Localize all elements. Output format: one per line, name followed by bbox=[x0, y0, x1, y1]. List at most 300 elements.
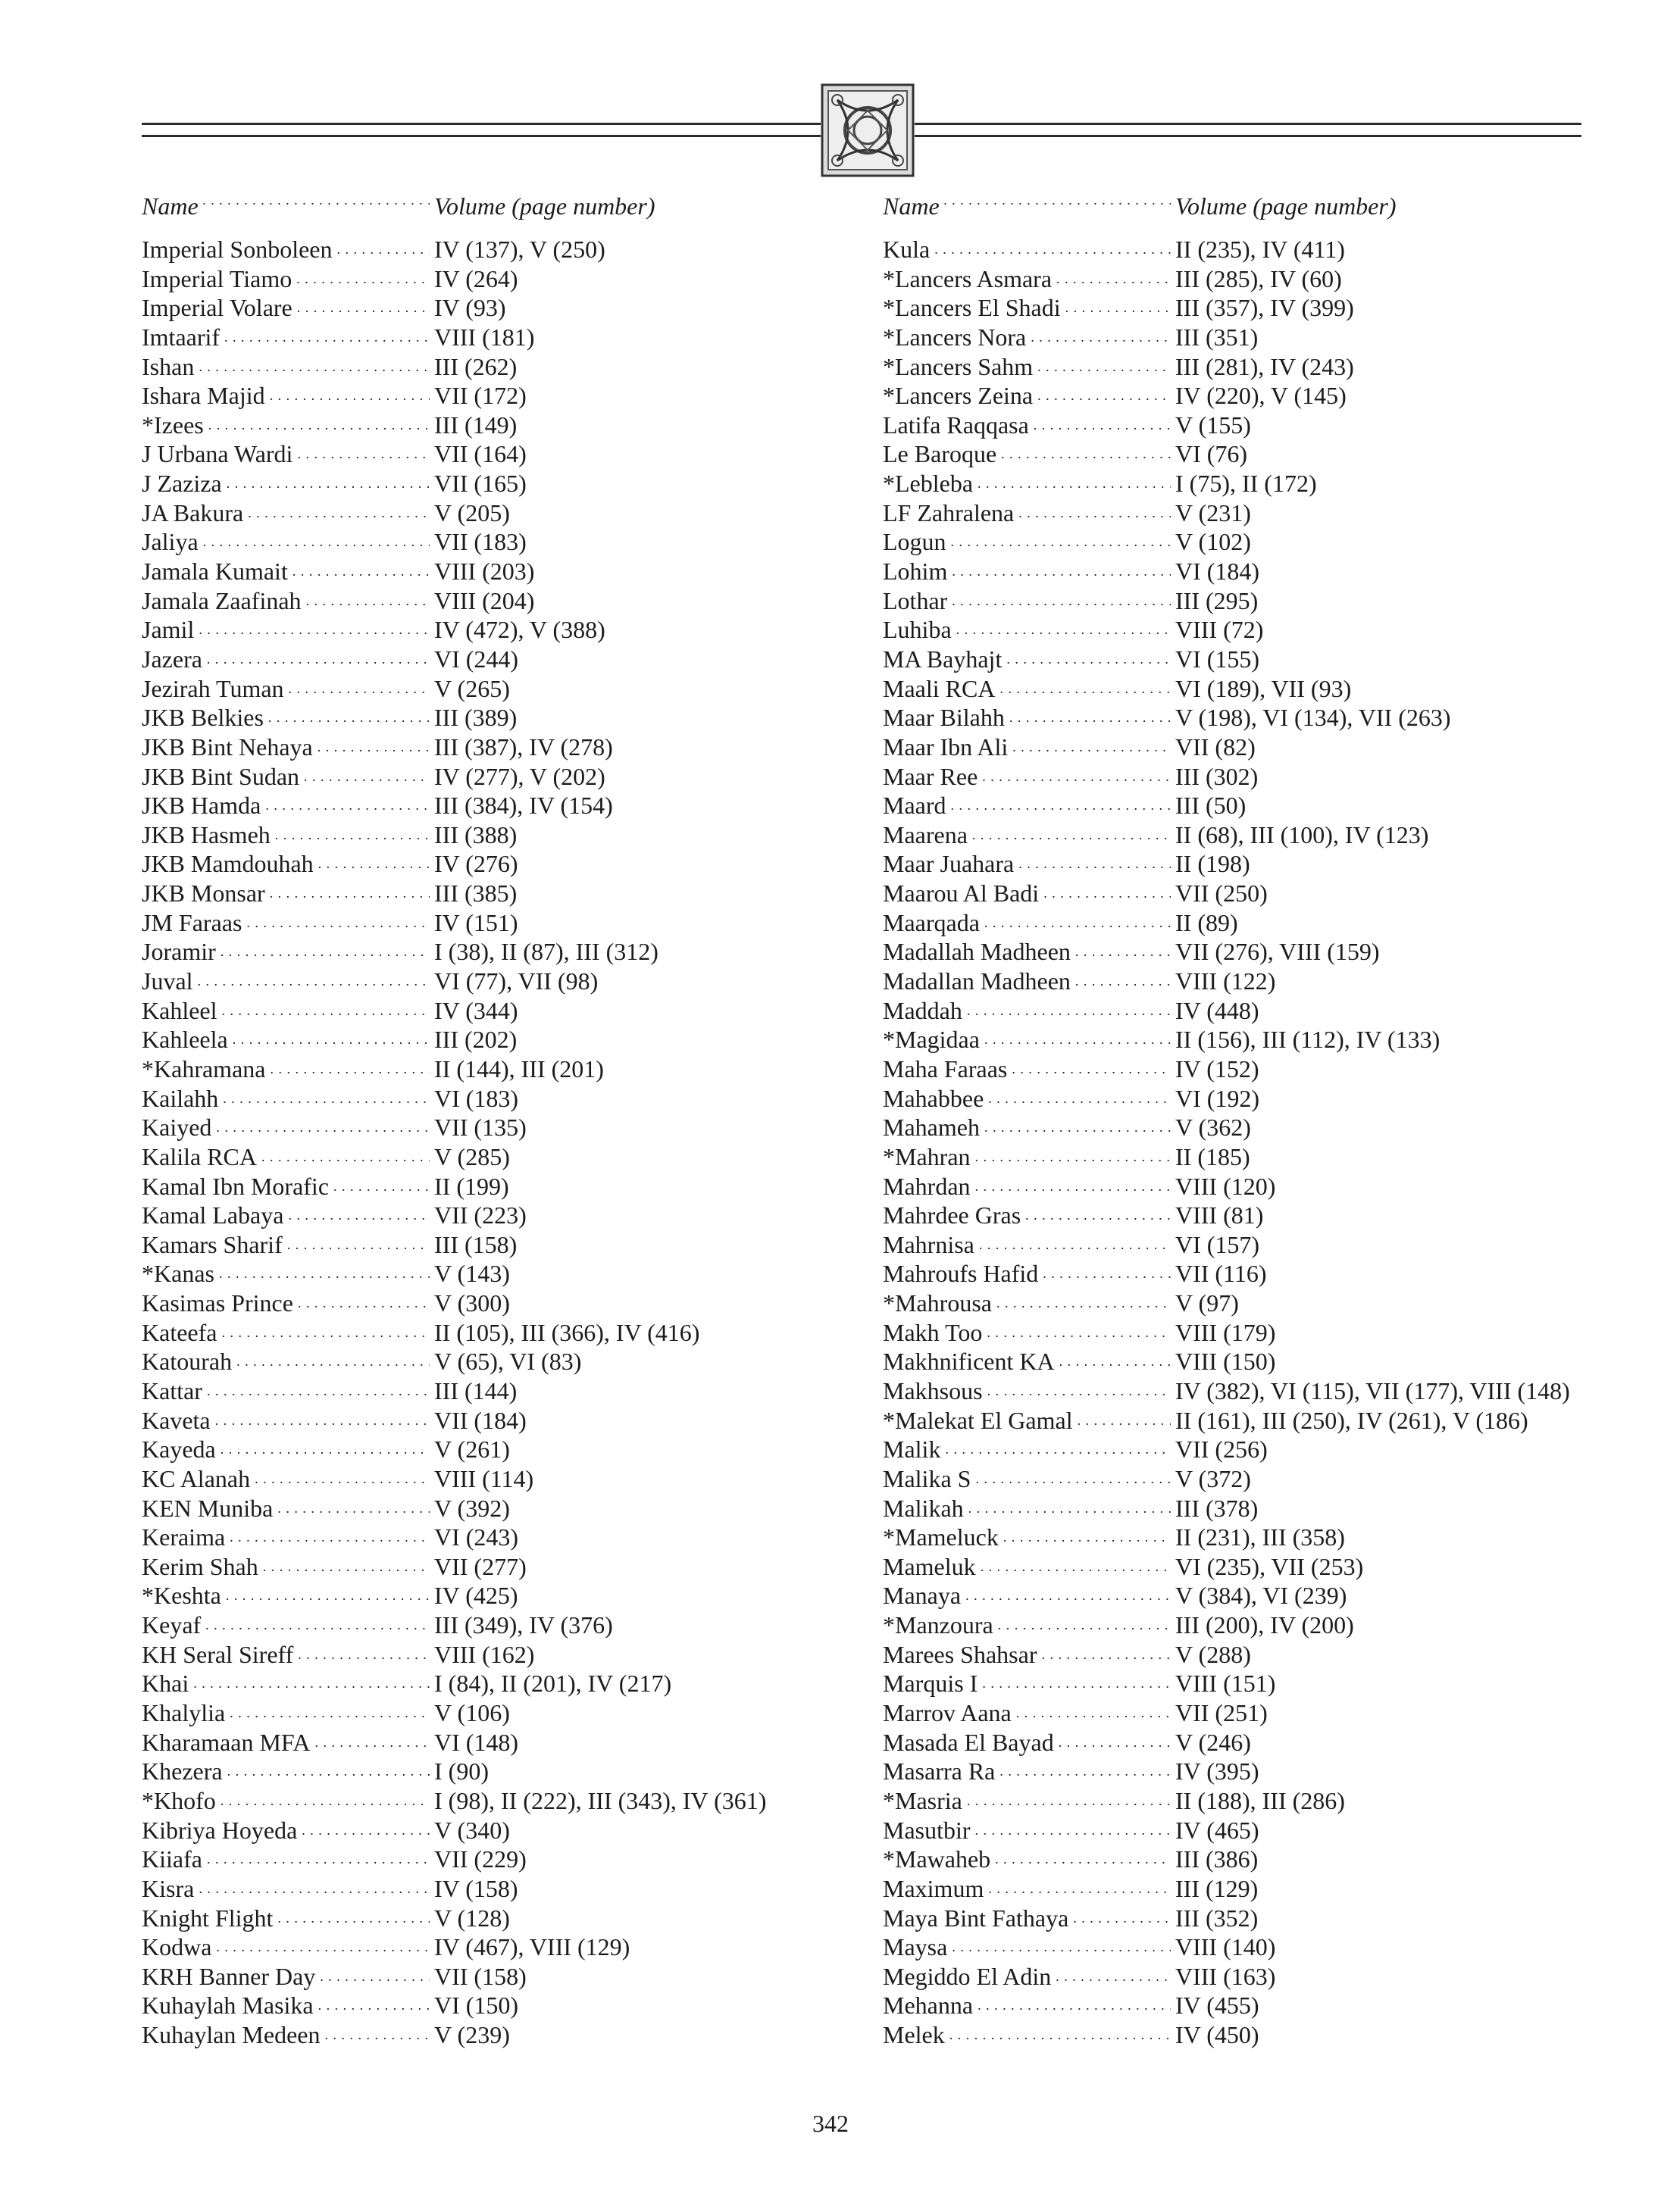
entry-name: Khalylia bbox=[142, 1699, 226, 1727]
dot-leader bbox=[973, 1991, 1171, 2020]
dot-leader bbox=[1021, 1201, 1171, 1230]
index-entry bbox=[883, 1611, 1595, 1640]
dot-leader bbox=[947, 557, 1171, 586]
dot-leader bbox=[223, 1757, 430, 1786]
entry-name: Latifa Raqqasa bbox=[883, 411, 1029, 439]
index-entry bbox=[142, 1669, 809, 1698]
entry-volumes: V (384), VI (239) bbox=[1175, 1582, 1347, 1610]
header-rule-left-bottom bbox=[142, 135, 821, 137]
entry-name: *Lebleba bbox=[883, 470, 974, 498]
entry-volumes: VI (244) bbox=[434, 645, 519, 673]
dot-leader bbox=[1033, 381, 1171, 411]
entry-volumes: V (261) bbox=[434, 1436, 510, 1464]
entry-volumes: II (188), III (286) bbox=[1175, 1786, 1345, 1814]
dot-leader bbox=[1012, 1698, 1171, 1728]
index-entry bbox=[883, 1347, 1595, 1376]
entry-volumes: III (389) bbox=[434, 704, 518, 732]
index-entry bbox=[883, 1786, 1595, 1816]
dot-leader bbox=[1014, 498, 1171, 528]
entry-volumes: IV (467), VIII (129) bbox=[434, 1933, 630, 1961]
entry-volumes: IV (158) bbox=[434, 1874, 518, 1902]
entry-name: Melek bbox=[883, 2021, 945, 2049]
dot-leader bbox=[980, 1025, 1171, 1054]
entry-name: Kattar bbox=[142, 1376, 202, 1404]
entry-name: JKB Mamdouhah bbox=[142, 850, 314, 878]
index-entry bbox=[142, 586, 809, 616]
dot-leader bbox=[1055, 1347, 1171, 1376]
entry-volumes: VII (164) bbox=[434, 440, 527, 468]
entry-volumes: III (352) bbox=[1175, 1904, 1259, 1932]
index-entry bbox=[883, 1523, 1595, 1552]
dot-leader bbox=[216, 937, 430, 967]
dot-leader bbox=[273, 1904, 430, 1933]
entry-name: Juval bbox=[142, 967, 193, 995]
entry-name: Maali RCA bbox=[883, 674, 996, 702]
entry-name: Jazera bbox=[142, 645, 202, 673]
entry-volumes: III (302) bbox=[1175, 762, 1259, 790]
entry-volumes: II (105), III (366), IV (416) bbox=[434, 1318, 700, 1346]
entry-name: Ishan bbox=[142, 352, 195, 380]
dot-leader bbox=[250, 1464, 430, 1494]
index-entry bbox=[883, 1318, 1595, 1348]
entry-name: LF Zahralena bbox=[883, 498, 1015, 526]
entry-name: Maar Juahara bbox=[883, 850, 1015, 878]
entry-name: Imtaarif bbox=[142, 323, 221, 351]
index-entry bbox=[883, 439, 1595, 469]
entry-volumes: V (198), VI (134), VII (263) bbox=[1175, 704, 1451, 732]
dot-leader bbox=[225, 1523, 430, 1552]
index-entry bbox=[883, 235, 1595, 264]
dot-leader bbox=[946, 527, 1171, 557]
index-entry bbox=[142, 323, 809, 352]
index-entry bbox=[142, 1552, 809, 1582]
dot-leader bbox=[292, 264, 430, 294]
dot-leader bbox=[217, 996, 430, 1026]
dot-leader bbox=[973, 469, 1171, 498]
entry-name: JA Bakura bbox=[142, 498, 244, 526]
entry-name: Jamil bbox=[142, 616, 195, 644]
entry-volumes: III (281), IV (243) bbox=[1175, 352, 1354, 380]
index-entry bbox=[883, 996, 1595, 1026]
entry-name: Kaiyed bbox=[142, 1114, 212, 1142]
index-entry bbox=[883, 2020, 1595, 2050]
entry-volumes: II (89) bbox=[1175, 908, 1238, 936]
entry-volumes: VI (184) bbox=[1175, 558, 1260, 586]
entry-name: Imperial Tiamo bbox=[142, 264, 292, 292]
dot-leader bbox=[984, 1084, 1171, 1114]
entry-name: Maard bbox=[883, 792, 946, 820]
entry-name: Makhsous bbox=[883, 1376, 983, 1404]
index-entry bbox=[142, 498, 809, 528]
entry-name: Makh Too bbox=[883, 1318, 983, 1346]
dot-leader bbox=[211, 1932, 430, 1962]
dot-leader bbox=[971, 1816, 1171, 1845]
dot-leader bbox=[261, 791, 430, 820]
entry-volumes: VI (235), VII (253) bbox=[1175, 1552, 1364, 1580]
entry-volumes: IV (152) bbox=[1175, 1054, 1259, 1083]
dot-leader bbox=[962, 996, 1171, 1026]
dot-leader bbox=[1007, 1054, 1171, 1084]
entry-volumes: II (185) bbox=[1175, 1142, 1250, 1170]
entry-volumes: III (285), IV (60) bbox=[1175, 264, 1342, 292]
entry-name: Katourah bbox=[142, 1348, 233, 1376]
index-entry bbox=[883, 1142, 1595, 1172]
index-entry bbox=[142, 1728, 809, 1757]
entry-name: *Kahramana bbox=[142, 1054, 266, 1083]
entry-volumes: VIII (122) bbox=[1175, 967, 1276, 995]
entry-volumes: VI (77), VII (98) bbox=[434, 967, 599, 995]
dot-leader bbox=[271, 820, 430, 850]
entry-volumes: V (265) bbox=[434, 674, 510, 702]
dot-leader bbox=[930, 235, 1171, 264]
entry-name: Maysa bbox=[883, 1933, 948, 1961]
entry-volumes: IV (220), V (145) bbox=[1175, 382, 1347, 410]
dot-leader bbox=[258, 1552, 430, 1582]
entry-volumes: IV (277), V (202) bbox=[434, 762, 605, 790]
column-header bbox=[142, 192, 809, 224]
entry-name: Madallah Madheen bbox=[883, 938, 1071, 966]
dot-leader bbox=[216, 1435, 430, 1464]
index-entry bbox=[883, 1289, 1595, 1318]
dot-leader bbox=[199, 527, 430, 557]
index-entry bbox=[142, 1757, 809, 1786]
entry-volumes: VI (157) bbox=[1175, 1230, 1260, 1258]
dot-leader bbox=[964, 1494, 1171, 1523]
entry-volumes: I (75), II (172) bbox=[1175, 470, 1317, 498]
dot-leader bbox=[999, 1523, 1171, 1552]
index-entry bbox=[142, 1494, 809, 1523]
entry-name: Masutbir bbox=[883, 1816, 971, 1844]
entry-name: JM Faraas bbox=[142, 908, 242, 936]
entry-volumes: VIII (151) bbox=[1175, 1670, 1276, 1698]
entry-name: JKB Belkies bbox=[142, 704, 264, 732]
entry-volumes: VII (183) bbox=[434, 528, 527, 556]
entry-volumes: III (202) bbox=[434, 1026, 518, 1054]
entry-name: Knight Flight bbox=[142, 1904, 274, 1932]
dot-leader bbox=[992, 1289, 1171, 1318]
entry-name: Mameluk bbox=[883, 1552, 976, 1580]
dot-leader bbox=[217, 1318, 430, 1348]
dot-leader bbox=[1029, 411, 1171, 440]
entry-name: Malik bbox=[883, 1436, 941, 1464]
dot-leader bbox=[265, 1054, 430, 1084]
entry-name: Kiiafa bbox=[142, 1845, 202, 1873]
index-entry bbox=[883, 791, 1595, 820]
celtic-knot-icon bbox=[821, 83, 915, 177]
entry-name: Mahrdan bbox=[883, 1172, 971, 1200]
dot-leader bbox=[995, 1757, 1171, 1786]
entry-volumes: IV (137), V (250) bbox=[434, 236, 605, 263]
entry-name: Maarena bbox=[883, 820, 968, 848]
dot-leader bbox=[971, 1142, 1171, 1172]
dot-leader bbox=[947, 586, 1171, 616]
dot-leader bbox=[302, 586, 430, 616]
index-entry bbox=[883, 703, 1595, 733]
index-entry bbox=[883, 1962, 1595, 1992]
index-entry bbox=[142, 849, 809, 879]
index-column-right bbox=[883, 192, 1595, 2050]
entry-volumes: V (340) bbox=[434, 1816, 510, 1844]
entry-name: Kuhaylah Masika bbox=[142, 1992, 314, 2020]
entry-name: Marquis I bbox=[883, 1670, 978, 1698]
entry-volumes: V (231) bbox=[1175, 498, 1251, 526]
entry-name: J Urbana Wardi bbox=[142, 440, 293, 468]
index-entry bbox=[142, 1376, 809, 1406]
entry-name: JKB Monsar bbox=[142, 879, 265, 908]
index-column-left bbox=[142, 192, 809, 2050]
entry-name: Kalila RCA bbox=[142, 1142, 257, 1170]
entry-name: Mahrdee Gras bbox=[883, 1201, 1021, 1229]
entry-volumes: VIII (120) bbox=[1175, 1172, 1276, 1200]
entry-name: Maximum bbox=[883, 1874, 984, 1902]
dot-leader bbox=[1071, 937, 1171, 967]
index-entry bbox=[142, 703, 809, 733]
entry-volumes: VII (223) bbox=[434, 1201, 527, 1229]
dot-leader bbox=[982, 1318, 1171, 1348]
dot-leader bbox=[293, 1640, 430, 1670]
entry-volumes: VII (277) bbox=[434, 1552, 527, 1580]
entry-name: *Mahrousa bbox=[883, 1289, 992, 1317]
index-entry bbox=[142, 791, 809, 820]
entry-volumes: VII (165) bbox=[434, 470, 527, 498]
entry-volumes: II (231), III (358) bbox=[1175, 1523, 1345, 1551]
entry-name: Madallan Madheen bbox=[883, 967, 1071, 995]
entry-name: *Khofo bbox=[142, 1786, 216, 1814]
entry-name: JKB Bint Sudan bbox=[142, 762, 300, 790]
index-entry bbox=[883, 1201, 1595, 1230]
entry-volumes: II (161), III (250), IV (261), V (186) bbox=[1175, 1406, 1528, 1434]
entry-name: KH Seral Sireff bbox=[142, 1640, 294, 1668]
entry-volumes: V (128) bbox=[434, 1904, 510, 1932]
entry-name: Makhnificent KA bbox=[883, 1348, 1055, 1376]
dot-leader bbox=[202, 645, 430, 674]
dot-leader bbox=[947, 1932, 1171, 1962]
entry-volumes: III (50) bbox=[1175, 792, 1247, 820]
index-entry bbox=[142, 2020, 809, 2050]
dot-leader bbox=[211, 1406, 430, 1436]
name-header: Name bbox=[142, 192, 199, 220]
index-entry bbox=[883, 937, 1595, 967]
index-entry bbox=[883, 1113, 1595, 1142]
index-entry bbox=[142, 1845, 809, 1874]
dot-leader bbox=[194, 615, 430, 645]
dot-leader bbox=[265, 879, 430, 908]
dot-leader bbox=[288, 557, 430, 586]
index-entry bbox=[142, 615, 809, 645]
index-entry bbox=[883, 615, 1595, 645]
entry-name: Logun bbox=[883, 528, 946, 556]
entry-name: JKB Hasmeh bbox=[142, 820, 271, 848]
entry-name: Luhiba bbox=[883, 616, 952, 644]
dot-leader bbox=[332, 235, 430, 264]
entry-name: Imperial Volare bbox=[142, 294, 292, 322]
entry-volumes: III (158) bbox=[434, 1230, 518, 1258]
entry-name: Maar Ibn Ali bbox=[883, 733, 1009, 761]
dot-leader bbox=[193, 967, 430, 996]
entry-name: Maya Bint Fathaya bbox=[883, 1904, 1069, 1932]
entry-name: Mahameh bbox=[883, 1114, 980, 1142]
index-entry bbox=[883, 645, 1595, 674]
entry-name: *Mahran bbox=[883, 1142, 971, 1170]
dot-leader bbox=[204, 411, 430, 440]
dot-leader bbox=[952, 615, 1171, 645]
index-entry bbox=[883, 908, 1595, 938]
entry-volumes: VIII (163) bbox=[1175, 1962, 1276, 1990]
entry-volumes: VII (251) bbox=[1175, 1699, 1268, 1727]
entry-volumes: VIII (81) bbox=[1175, 1201, 1264, 1229]
entry-volumes: VII (135) bbox=[434, 1114, 527, 1142]
index-entry bbox=[142, 1581, 809, 1611]
dot-leader bbox=[1071, 967, 1171, 996]
entry-volumes: II (156), III (112), IV (133) bbox=[1175, 1026, 1440, 1054]
page-number: 342 bbox=[812, 2110, 849, 2137]
index-entry bbox=[883, 381, 1595, 411]
index-entry bbox=[883, 1406, 1595, 1436]
entry-name: Jezirah Tuman bbox=[142, 674, 284, 702]
index-entry bbox=[883, 1728, 1595, 1757]
entry-volumes: III (378) bbox=[1175, 1494, 1259, 1522]
index-entry bbox=[142, 1084, 809, 1114]
entry-volumes: II (68), III (100), IV (123) bbox=[1175, 820, 1429, 848]
dot-leader bbox=[220, 323, 430, 352]
dot-leader bbox=[968, 820, 1171, 850]
index-entry bbox=[883, 1581, 1595, 1611]
index-entry bbox=[883, 1816, 1595, 1845]
entry-name: *Lancers Zeina bbox=[883, 382, 1034, 410]
index-entry bbox=[142, 1201, 809, 1230]
index-entry bbox=[142, 645, 809, 674]
entry-name: Maarou Al Badi bbox=[883, 879, 1040, 908]
entry-volumes: I (98), II (222), III (343), IV (361) bbox=[434, 1786, 767, 1814]
index-entry bbox=[883, 411, 1595, 440]
dot-leader bbox=[292, 439, 430, 469]
entry-volumes: IV (465) bbox=[1175, 1816, 1259, 1844]
index-entry bbox=[142, 1816, 809, 1845]
dot-leader bbox=[996, 439, 1171, 469]
dot-leader bbox=[264, 703, 430, 733]
entry-volumes: VIII (179) bbox=[1175, 1318, 1276, 1346]
index-entry bbox=[142, 1347, 809, 1376]
dot-leader bbox=[974, 1230, 1171, 1260]
entry-volumes: V (143) bbox=[434, 1260, 510, 1288]
entry-volumes: III (129) bbox=[1175, 1874, 1259, 1902]
index-entry bbox=[142, 1142, 809, 1172]
entry-name: Masada El Bayad bbox=[883, 1728, 1054, 1756]
entry-name: Maarqada bbox=[883, 908, 980, 936]
entry-volumes: III (349), IV (376) bbox=[434, 1611, 613, 1639]
entry-name: Kamal Labaya bbox=[142, 1201, 284, 1229]
entry-name: Kaveta bbox=[142, 1406, 211, 1434]
dot-leader bbox=[299, 762, 430, 792]
index-entry bbox=[142, 1172, 809, 1201]
entry-name: Kisra bbox=[142, 1874, 195, 1902]
entry-name: Manaya bbox=[883, 1582, 962, 1610]
entry-name: *Mawaheb bbox=[883, 1845, 991, 1873]
index-entry bbox=[883, 1991, 1595, 2020]
entry-volumes: VIII (72) bbox=[1175, 616, 1264, 644]
dot-leader bbox=[1052, 264, 1171, 294]
index-entry bbox=[883, 1757, 1595, 1786]
index-entry bbox=[883, 498, 1595, 528]
dot-leader bbox=[1002, 645, 1171, 674]
entry-name: Lothar bbox=[883, 586, 948, 614]
entry-volumes: VI (192) bbox=[1175, 1084, 1260, 1112]
index-entry bbox=[883, 557, 1595, 586]
index-entry bbox=[142, 1113, 809, 1142]
index-entry bbox=[142, 1932, 809, 1962]
index-entry bbox=[142, 733, 809, 762]
entry-name: Keyaf bbox=[142, 1611, 202, 1639]
index-entry bbox=[883, 1640, 1595, 1670]
index-entry bbox=[142, 1054, 809, 1084]
entry-volumes: V (372) bbox=[1175, 1464, 1251, 1492]
entry-name: Le Baroque bbox=[883, 440, 997, 468]
index-entry bbox=[142, 557, 809, 586]
dot-leader bbox=[940, 1435, 1171, 1464]
dot-leader bbox=[201, 1611, 430, 1640]
index-entry bbox=[883, 586, 1595, 616]
entry-name: Kibriya Hoyeda bbox=[142, 1816, 298, 1844]
entry-volumes: V (285) bbox=[434, 1142, 510, 1170]
index-entry bbox=[142, 1464, 809, 1494]
dot-leader bbox=[329, 1172, 430, 1201]
entry-name: Ishara Majid bbox=[142, 382, 265, 410]
entry-name: Keraima bbox=[142, 1523, 226, 1551]
index-entry bbox=[142, 762, 809, 792]
entry-volumes: VII (250) bbox=[1175, 879, 1268, 908]
dot-leader bbox=[1026, 323, 1171, 352]
index-entry bbox=[883, 1025, 1595, 1054]
index-entry bbox=[883, 1435, 1595, 1464]
entry-volumes: VI (155) bbox=[1175, 645, 1260, 673]
entry-volumes: II (199) bbox=[434, 1172, 509, 1200]
entry-name: Kahleela bbox=[142, 1026, 228, 1054]
entry-name: Kuhaylan Medeen bbox=[142, 2021, 321, 2049]
index-entry bbox=[142, 879, 809, 908]
entry-volumes: V (392) bbox=[434, 1494, 510, 1522]
index-entry bbox=[142, 1904, 809, 1933]
dot-leader bbox=[976, 1552, 1171, 1582]
entry-volumes: VI (243) bbox=[434, 1523, 519, 1551]
dot-leader bbox=[978, 1669, 1171, 1698]
dot-leader bbox=[216, 1786, 430, 1816]
entry-volumes: VII (256) bbox=[1175, 1436, 1268, 1464]
entry-name: Marrov Aana bbox=[883, 1699, 1012, 1727]
entry-name: *Lancers Nora bbox=[883, 323, 1027, 351]
index-entry bbox=[142, 820, 809, 850]
entry-name: J Zaziza bbox=[142, 470, 222, 498]
index-entry bbox=[142, 1318, 809, 1348]
dot-leader bbox=[228, 1025, 430, 1054]
dot-leader bbox=[1038, 1259, 1171, 1289]
dot-leader bbox=[1014, 849, 1171, 879]
entry-volumes: V (246) bbox=[1175, 1728, 1251, 1756]
entry-volumes: VIII (204) bbox=[434, 586, 535, 614]
dot-leader bbox=[961, 1581, 1171, 1611]
dot-leader bbox=[257, 1142, 430, 1172]
index-entry bbox=[142, 469, 809, 498]
entry-volumes: III (295) bbox=[1175, 586, 1259, 614]
index-entry bbox=[883, 1845, 1595, 1874]
index-entry bbox=[142, 1786, 809, 1816]
index-entry bbox=[883, 733, 1595, 762]
entry-volumes: VII (184) bbox=[434, 1406, 527, 1434]
dot-leader bbox=[202, 1845, 430, 1874]
dot-leader bbox=[1051, 1962, 1171, 1992]
index-entry bbox=[142, 411, 809, 440]
volume-header: Volume (page number) bbox=[1175, 192, 1397, 220]
entry-volumes: IV (276) bbox=[434, 850, 518, 878]
